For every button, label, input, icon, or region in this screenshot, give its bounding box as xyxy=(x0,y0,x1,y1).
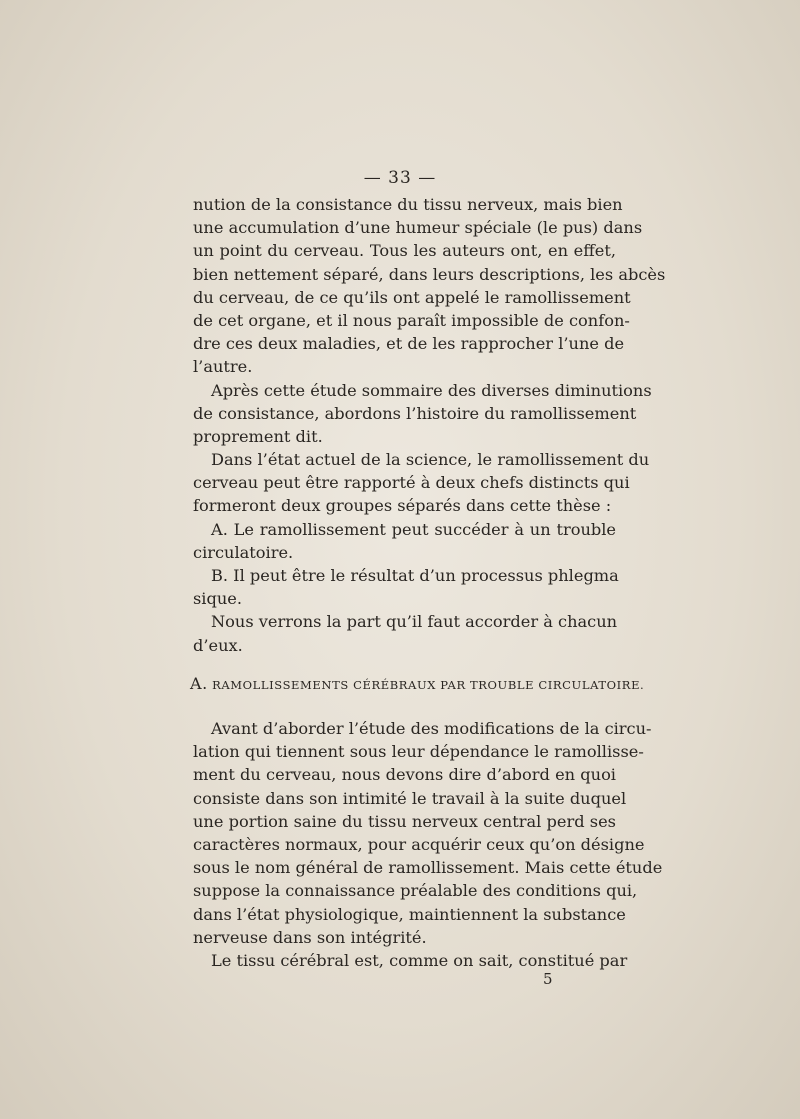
text-line: d’eux. xyxy=(193,635,243,655)
text-line: Le tissu cérébral est, comme on sait, constitué par xyxy=(211,950,628,970)
text-line: sous le nom général de ramollissement. Mais cette étude xyxy=(193,858,663,878)
text-line: l’autre. xyxy=(193,357,253,377)
paragraph-7 xyxy=(193,717,663,949)
text-block-lower xyxy=(193,717,663,972)
signature-mark: 5 xyxy=(543,970,553,988)
text-line: Dans l’état actuel de la science, le ramollissement du xyxy=(211,450,650,470)
text-line: A. Le ramollissement peut succéder à un trouble xyxy=(211,519,616,539)
paragraph-1 xyxy=(193,193,666,379)
text-line: suppose la connaissance préalable des conditions qui, xyxy=(193,881,638,901)
text-line: bien nettement séparé, dans leurs descriptions, les abcès xyxy=(193,264,666,284)
text-line: une accumulation d’une humeur spéciale (le pus) dans xyxy=(193,218,643,238)
text-line: circulatoire. xyxy=(193,542,294,562)
paragraph-3 xyxy=(193,448,650,518)
paragraph-6 xyxy=(193,610,616,656)
text-line: proprement dit. xyxy=(193,426,323,446)
section-heading xyxy=(190,674,645,693)
text-line: cerveau peut être rapporté à deux chefs distincts qui xyxy=(193,473,630,493)
paragraph-5 xyxy=(193,564,619,610)
text-line: sique. xyxy=(193,589,242,609)
paragraph-8 xyxy=(193,949,628,972)
section-letter: A. xyxy=(190,674,208,693)
text-line: de cet organe, et il nous paraît impossible de confon- xyxy=(193,310,630,330)
text-line: lation qui tiennent sous leur dépendance le ramollisse- xyxy=(193,742,644,762)
text-line: nerveuse dans son intégrité. xyxy=(193,927,427,947)
page-number: — 33 — xyxy=(363,168,437,188)
text-line: Nous verrons la part qu’il faut accorder à chacun xyxy=(211,612,618,632)
text-line: formeront deux groupes séparés dans cette thèse : xyxy=(193,496,612,516)
text-line: Avant d’aborder l’étude des modifications de la circu- xyxy=(211,719,652,738)
text-line: un point du cerveau. Tous les auteurs ont, en effet, xyxy=(193,241,616,261)
text-block-upper xyxy=(193,193,666,657)
paragraph-2 xyxy=(193,379,652,449)
text-line: dre ces deux maladies, et de les rapprocher l’une de xyxy=(193,334,625,354)
section-title: RAMOLLISSEMENTS CÉRÉBRAUX PAR TROUBLE CIRCULATOIRE. xyxy=(212,678,645,692)
text-line: nution de la consistance du tissu nerveux, mais bien xyxy=(193,195,623,214)
paragraph-4 xyxy=(193,518,616,564)
text-line: du cerveau, de ce qu’ils ont appelé le ramollissement xyxy=(193,287,631,307)
text-line: caractères normaux, pour acquérir ceux qu’on désigne xyxy=(193,834,645,854)
text-line: de consistance, abordons l’histoire du ramollissement xyxy=(193,403,637,423)
text-line: ment du cerveau, nous devons dire d’abord en quoi xyxy=(193,765,616,785)
text-line: consiste dans son intimité le travail à la suite duquel xyxy=(193,788,627,808)
text-line: Après cette étude sommaire des diverses diminutions xyxy=(211,380,652,400)
text-line: une portion saine du tissu nerveux central perd ses xyxy=(193,811,616,831)
text-line: dans l’état physiologique, maintiennent la substance xyxy=(193,904,626,924)
text-line: B. Il peut être le résultat d’un processus phlegma xyxy=(211,566,619,585)
